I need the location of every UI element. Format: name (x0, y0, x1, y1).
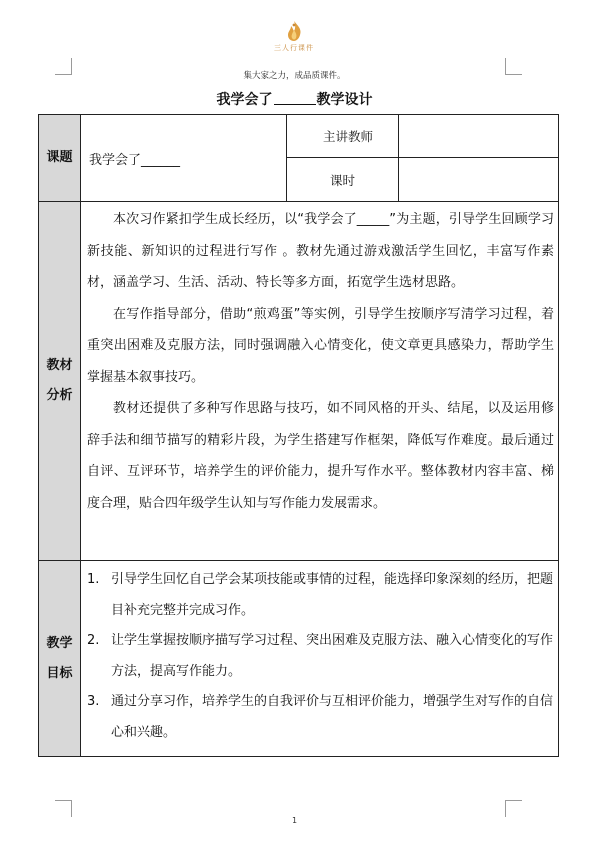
logo (256, 20, 332, 53)
hours-value-cell (399, 158, 559, 202)
header-slogan: 集大家之力，成品质课件。 (243, 71, 346, 81)
lesson-plan-table (38, 114, 559, 757)
analysis-content-cell (81, 202, 559, 561)
goals-content-cell (81, 561, 559, 757)
title-blank (274, 92, 316, 105)
page-number: 1 (291, 816, 298, 825)
analysis-paragraph: 本次习作紧扣学生成长经历，以“我学会了_____”为主题，引导学生回顾学习新技能、新知识的过程进行写作 。教材先通过游戏激活学生回忆，丰富写作素材，涵盖学习、生活、活动、特长等多方面，拓宽学生选材思路。 (87, 212, 554, 290)
page-title (0, 89, 589, 109)
goal-item: 1. 引导学生回忆自己学会某项技能或事情的过程，能选择印象深刻的经历，把题目补充完整并完成习作。 (87, 572, 554, 618)
crop-mark-bottom-left (55, 800, 72, 817)
crop-mark-bottom-right (505, 800, 522, 817)
analysis-label-cell: 教材 分析 (39, 202, 81, 561)
teacher-label-cell: 主讲教师 (287, 115, 399, 158)
goal-item: 2. 让学生掌握按顺序描写学习过程、突出困难及克服方法、融入心情变化的写作方法，提高写作能力。 (87, 633, 554, 679)
title-prefix: 我学会了 (216, 92, 273, 108)
hours-label-cell: 课时 (287, 158, 399, 202)
title-suffix: 教学设计 (316, 92, 373, 108)
course-label-cell: 课题 (39, 115, 81, 202)
goals-label-cell: 教学 目标 (39, 561, 81, 757)
logo-flame-icon (279, 20, 309, 42)
analysis-paragraph: 在写作指导部分，借助“煎鸡蛋”等实例，引导学生按顺序写清学习过程，着重突出困难及克服方法，同时强调融入心情变化，使文章更具感染力，帮助学生掌握基本叙事技巧。 (87, 306, 554, 385)
course-value-cell: 我学会了______ (81, 115, 287, 202)
analysis-paragraph: 教材还提供了多种写作思路与技巧，如不同风格的开头、结尾，以及运用修辞手法和细节描写的精彩片段，为学生搭建写作框架，降低写作难度。最后通过自评、互评环节，培养学生的评价能力，提升写作水平。整体教材内容丰富、梯度合理，贴合四年级学生认知与写作能力发展需求。 (87, 401, 554, 511)
logo-text: 三人行课件 (274, 44, 314, 52)
teacher-value-cell (399, 115, 559, 158)
goal-item: 3. 通过分享习作，培养学生的自我评价与互相评价能力，增强学生对写作的自信心和兴趣。 (87, 694, 554, 740)
